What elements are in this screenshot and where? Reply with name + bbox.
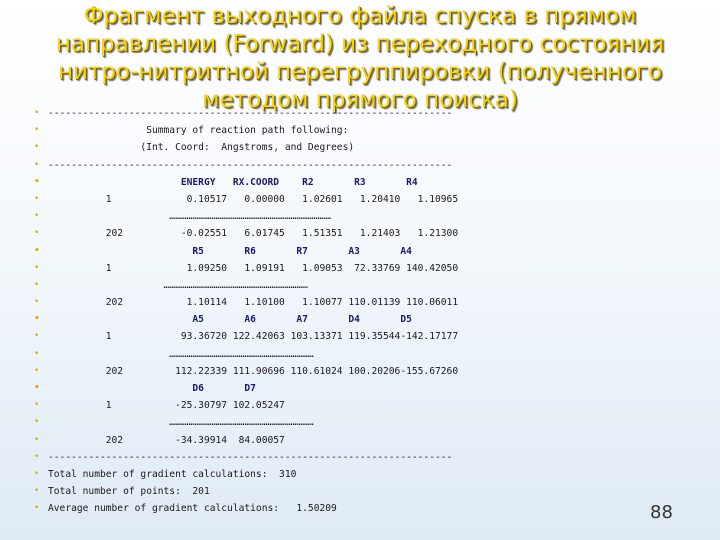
listing-line [32,346,552,363]
bullet-icon: • [34,245,40,256]
line-text: ---------------------------------------------------------------------- [48,451,453,463]
listing-line [32,449,552,466]
line-text: ---------------------------------------------------------------------- [48,108,453,119]
line-text: 1 93.36720 122.42063 103.13371 119.35544-142.17177 [48,331,459,343]
line-text: ………………………………………………………………………… [48,211,332,223]
bullet-icon: • [34,159,40,170]
listing-line [32,363,552,380]
bullet-icon: • [34,417,40,428]
bullet-icon: • [34,383,40,393]
listing-line [32,191,552,208]
bullet-icon: • [34,468,40,479]
title-line: нитро-нитритной перегруппировки (полученного [57,59,663,85]
listing-line [32,432,552,449]
bullet-icon: • [34,108,40,118]
line-text: 202 112.22339 111.90696 110.61024 100.20206-155.67260 [48,365,459,377]
listing-line [32,122,552,139]
line-text: ………………………………………………………………… [48,279,308,291]
listing-line [32,414,552,431]
bullet-icon: • [34,211,40,222]
line-text: R5 R6 R7 A3 A4 [48,245,412,257]
column-header-line [32,380,552,397]
line-text: 1 1.09250 1.09191 1.09053 72.33769 140.42050 [48,262,459,274]
bullet-icon: • [34,228,40,239]
summary-line [32,483,552,500]
bullet-icon: • [34,434,40,445]
column-header-line [32,174,552,191]
listing-line [32,277,552,294]
listing-line [32,260,552,277]
line-text: ENERGY RX.COORD R2 R3 R4 [48,176,418,188]
bullet-icon: • [34,503,40,514]
line-text: ---------------------------------------------------------------------- [48,159,453,171]
bullet-icon: • [34,279,40,290]
bullet-icon: • [34,348,40,359]
bullet-icon: • [34,193,40,204]
listing-line [32,105,552,122]
line-text: Average number of gradient calculations: 1.50209 [48,503,337,515]
summary-line [32,500,552,517]
column-header-line [32,243,552,260]
line-text: Total number of gradient calculations: 310 [48,468,297,480]
line-text: 202 -0.02551 6.01745 1.51351 1.21403 1.21300 [48,228,459,240]
bullet-icon: • [34,125,40,136]
listing-line [32,225,552,242]
bullet-icon: • [34,176,40,187]
line-text: 202 -34.39914 84.00057 [48,434,285,446]
listing-line [32,328,552,345]
listing-line [32,294,552,311]
page-number: 88 [650,502,673,523]
bullet-icon: • [34,400,40,411]
line-text: A5 A6 A7 D4 D5 [48,314,412,326]
bullet-icon: • [34,297,40,308]
listing-line [32,157,552,174]
line-text: D6 D7 [48,383,256,394]
bullet-icon: • [34,262,40,273]
title-line: направлении (Forward) из переходного состояния [55,31,665,57]
line-text: 202 1.10114 1.10100 1.10077 110.01139 110.06011 [48,297,459,309]
line-text: 1 0.10517 0.00000 1.02601 1.20410 1.10965 [48,193,459,205]
line-text: Summary of reaction path following: [48,125,349,137]
line-text: (Int. Coord: Angstroms, and Degrees) [48,142,355,154]
line-text: ………………………………………………………………… [48,348,314,360]
slide-title [20,2,700,114]
bullet-icon: • [34,331,40,342]
column-header-line [32,311,552,328]
bullet-icon: • [34,451,40,462]
title-line: Фрагмент выходного файла спуска в прямом [83,3,637,29]
listing-line [32,208,552,225]
line-text: Total number of points: 201 [48,486,210,498]
bullet-icon: • [34,142,40,153]
summary-line [32,466,552,483]
listing-line [32,139,552,156]
bullet-icon: • [34,365,40,376]
listing-line [32,397,552,414]
output-listing [32,105,552,518]
line-text: 1 -25.30797 102.05247 [48,400,285,412]
line-text: ………………………………………………………………… [48,417,314,429]
title-line: методом прямого поиска) [202,87,518,113]
bullet-icon: • [34,486,40,497]
bullet-icon: • [34,314,40,325]
